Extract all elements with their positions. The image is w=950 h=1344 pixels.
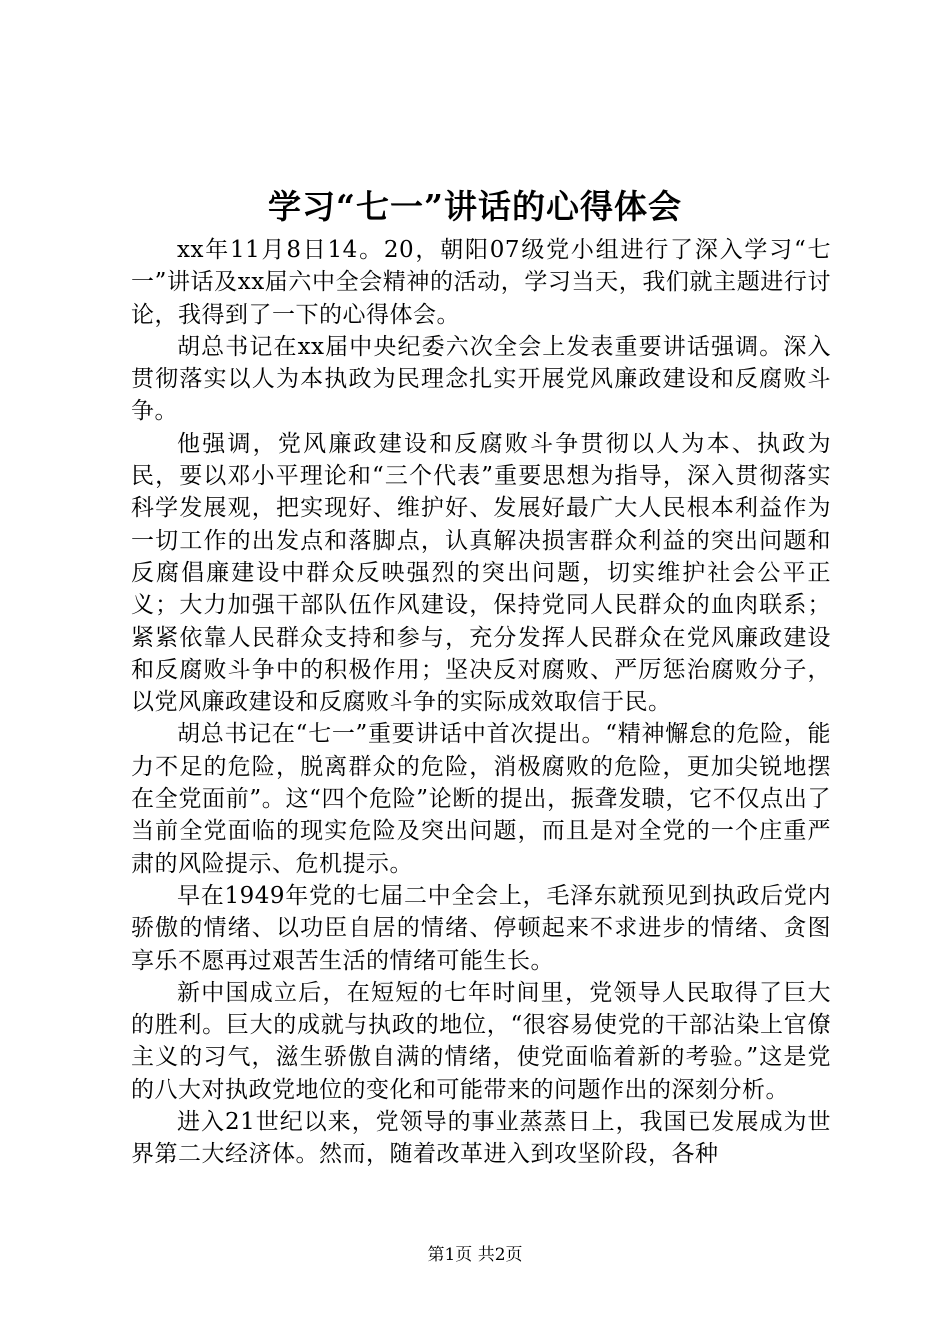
paragraph-6: 新中国成立后，在短短的七年时间里，党领导人民取得了巨大的胜利。巨大的成就与执政的地位，“很容易使党的干部沾染上官僚主义的习气，滋生骄傲自满的情绪，使党面临着新的考验。”这是党的八大对执政党地位的变化和可能带来的问题作出的深刻分析。 bbox=[131, 979, 831, 1103]
paragraph-1: xx年11月8日14。20，朝阳07级党小组进行了深入学习“七一”讲话及xx届六中全会精神的活动，学习当天，我们就主题进行讨论，我得到了一下的心得体会。 bbox=[131, 237, 831, 328]
page-footer: 第1页 共2页 bbox=[427, 1245, 523, 1265]
paragraph-4: 胡总书记在“七一”重要讲话中首次提出。“精神懈怠的危险，能力不足的危险，脱离群众的危险，消极腐败的危险，更加尖锐地摆在全党面前”。这“四个危险”论断的提出，振聋发聩，它不仅点出了当前全党面临的现实危险及突出问题，而且是对全党的一个庄重严肃的风险提示、危机提示。 bbox=[131, 721, 831, 877]
document-title: 学习“七一”讲话的心得体会 bbox=[268, 187, 682, 226]
paragraph-7: 进入21世纪以来，党领导的事业蒸蒸日上，我国已发展成为世界第二大经济体。然而，随着改革进入到攻坚阶段，各种 bbox=[131, 1109, 831, 1168]
paragraph-2: 胡总书记在xx届中央纪委六次全会上发表重要讲话强调。深入贯彻落实以人为本执政为民理念扎实开展党风廉政建设和反腐败斗争。 bbox=[131, 333, 831, 425]
paragraph-5: 早在1949年党的七届二中全会上，毛泽东就预见到执政后党内骄傲的情绪、以功臣自居的情绪、停顿起来不求进步的情绪、贪图享乐不愿再过艰苦生活的情绪可能生长。 bbox=[131, 882, 831, 974]
document-body bbox=[131, 234, 831, 1171]
paragraph-3: 他强调，党风廉政建设和反腐败斗争贯彻以人为本、执政为民，要以邓小平理论和“三个代表”重要思想为指导，深入贯彻落实科学发展观，把实现好、维护好、发展好最广大人民根本利益作为一切工作的出发点和落脚点，认真解决损害群众利益的突出问题和反腐倡廉建设中群众反映强烈的突出问题，切实维护社会公平正义；大力加强干部队伍作风建设，保持党同人民群众的血肉联系；紧紧依靠人民群众支持和参与，充分发挥人民群众在党风廉政建设和反腐败斗争中的积极作用；坚决反对腐败、严厉惩治腐败分子，以党风廉政建设和反腐败斗争的实际成效取信于民。 bbox=[131, 430, 831, 716]
